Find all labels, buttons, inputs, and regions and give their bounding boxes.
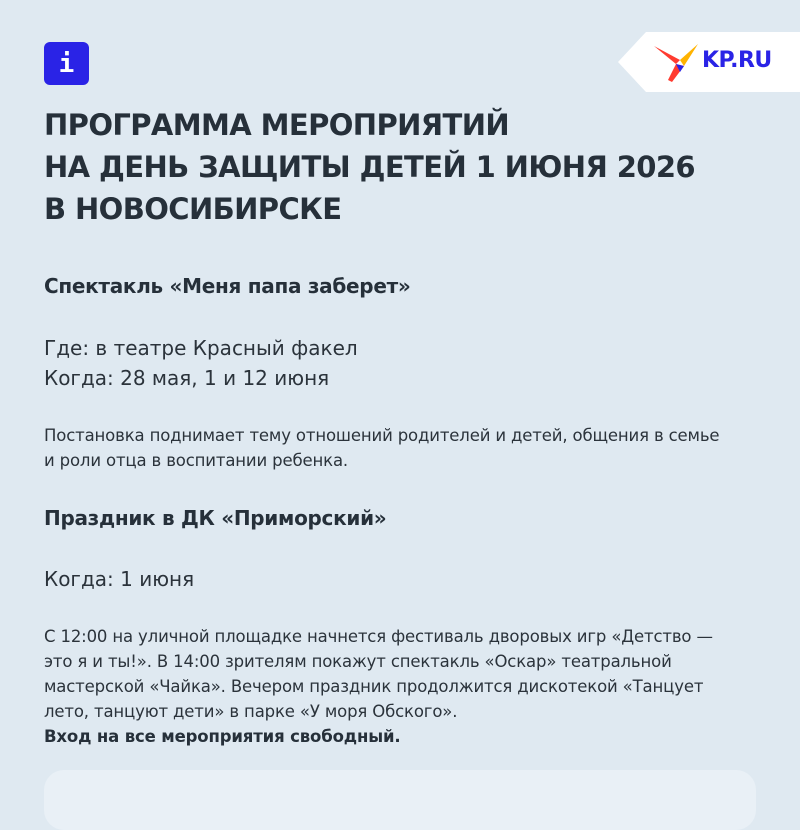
info-badge (44, 42, 89, 85)
event-heading-play: Спектакль «Меня папа заберет» (44, 274, 411, 298)
description-line: мастерской «Чайка». Вечером праздник продолжится дискотекой «Танцует (44, 677, 704, 696)
description-line: лето, танцуют дети» в парке «У моря Обского». (44, 702, 458, 721)
description-line: и роли отца в воспитании ребенка. (44, 451, 349, 470)
swallow-icon (654, 42, 698, 82)
free-entry-note: Вход на все мероприятия свободный. (44, 727, 401, 746)
event-meta-play (44, 333, 358, 393)
event-dates: Когда: 1 июня (44, 567, 195, 591)
event-description-play (44, 423, 774, 473)
event-heading-festival: Праздник в ДК «Приморский» (44, 506, 387, 530)
page-title (44, 104, 695, 230)
kp-logo (618, 32, 800, 92)
event-meta-festival (44, 564, 194, 594)
bottom-card (44, 770, 756, 830)
description-line: это я и ты!». В 14:00 зрителям покажут спектакль «Оскар» театральной (44, 652, 672, 671)
title-line: ПРОГРАММА МЕРОПРИЯТИЙ (44, 108, 510, 142)
event-description-festival (44, 624, 774, 749)
description-line: С 12:00 на уличной площадке начнется фестиваль дворовых игр «Детство — (44, 627, 713, 646)
title-line: НА ДЕНЬ ЗАЩИТЫ ДЕТЕЙ 1 ИЮНЯ 2026 (44, 150, 696, 184)
info-icon: i (58, 48, 75, 79)
logo-text: KP.RU (702, 48, 772, 73)
title-line: В НОВОСИБИРСКЕ (44, 192, 342, 226)
description-line: Постановка поднимает тему отношений родителей и детей, общения в семье (44, 426, 720, 445)
event-location: Где: в театре Красный факел (44, 336, 358, 360)
event-dates: Когда: 28 мая, 1 и 12 июня (44, 366, 330, 390)
